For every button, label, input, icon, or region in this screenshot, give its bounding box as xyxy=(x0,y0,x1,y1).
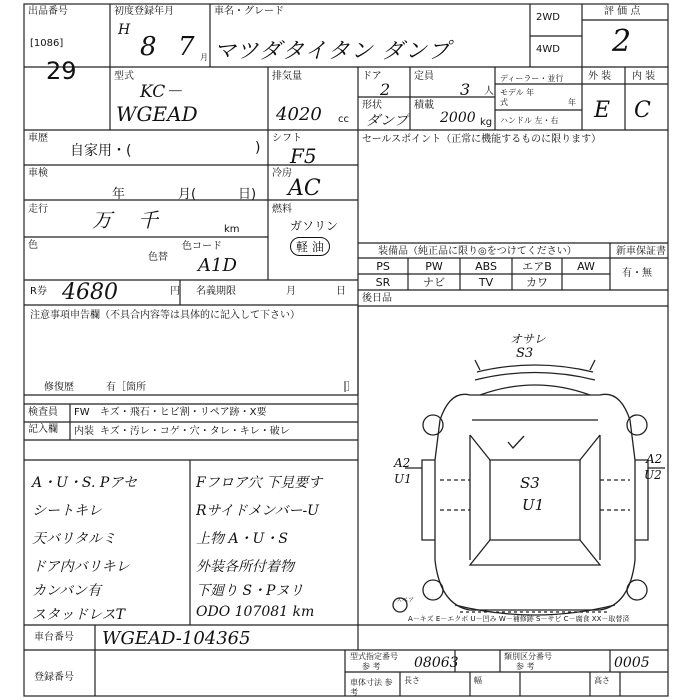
note-left: ドア内バリキレ xyxy=(32,559,130,575)
insp-month: 月( xyxy=(178,187,197,202)
mileage-man: 万 xyxy=(92,208,112,232)
class-no-label: 類別区分番号 xyxy=(504,652,552,661)
load-label: 積載 xyxy=(414,100,434,111)
note-left: A・U・S. Pアセ xyxy=(32,475,138,491)
drive-2wd: 2WD xyxy=(536,12,560,23)
ext-label: 外 装 xyxy=(588,71,612,82)
first-reg-label: 初度登録年月 xyxy=(114,6,174,17)
month-suffix: 月 xyxy=(200,53,208,62)
reg-month: 7 xyxy=(178,32,195,62)
handle-label: ハンドル 左・右 xyxy=(500,116,559,125)
spare-label: スペア xyxy=(396,597,415,604)
disp-value: 4020 xyxy=(276,104,322,125)
diagram-center-u: U1 xyxy=(522,496,545,514)
diagram-right-u: U2 xyxy=(644,468,662,482)
rear-seat: 後日品 xyxy=(362,293,392,304)
equip-item: ABS xyxy=(475,260,497,273)
note-right: 上物 A・U・S xyxy=(196,531,288,547)
ext-value: E xyxy=(594,98,611,123)
fw-label: FW xyxy=(74,407,90,418)
disp-unit: cc xyxy=(338,114,349,125)
mileage-unit: km xyxy=(224,224,240,235)
model-year-label: モデル 年式 xyxy=(500,88,535,107)
insp-year: 年 xyxy=(112,187,126,202)
note-right: Rサイドメンバー-U xyxy=(196,503,319,519)
int-value: C xyxy=(634,98,651,123)
era: H xyxy=(118,22,131,38)
note-left: スタッドレスT xyxy=(32,607,125,623)
name-label: 車名・グレード xyxy=(214,6,284,17)
door-value: 2 xyxy=(380,80,391,99)
note-right: Fフロア穴 下見要す xyxy=(196,475,323,491)
cap-label: 定員 xyxy=(414,71,434,82)
recycle-value: 4680 xyxy=(62,280,118,305)
car-name: マツダタイタン ダンプ xyxy=(214,39,451,64)
reg-exp-label: 名義期限 xyxy=(196,286,236,297)
sales-title: セールスポイント（正常に機能するものに限ります） xyxy=(362,134,602,145)
color-code-label: 色コード xyxy=(182,241,222,252)
history-close: ) xyxy=(255,140,261,156)
history-label: 車歴 xyxy=(28,133,48,144)
note-right: 下廻り S・Pヌリ xyxy=(196,583,304,599)
diagram-left-u: U1 xyxy=(394,472,412,486)
fuel-label: 燃料 xyxy=(272,204,292,215)
mileage-label: 走行 xyxy=(28,204,48,215)
drive-4wd: 4WD xyxy=(536,44,560,55)
equip-title: 装備品（純正品に限り◎をつけてください） xyxy=(378,246,577,257)
equip-item: ナビ xyxy=(423,276,445,289)
class-no-sub: 参 考 xyxy=(516,662,535,671)
grade-label: 評 価 点 xyxy=(604,6,641,17)
shape-label: 形状 xyxy=(362,100,382,111)
fw-items: キズ・飛石・ヒビ割・リペア跡・X要 xyxy=(100,407,267,418)
fuel-gas: ガソリン xyxy=(290,219,339,233)
diagram-right-a: A2 xyxy=(646,452,663,466)
reg-exp-day: 日 xyxy=(336,286,346,297)
reg-year: 8 xyxy=(140,32,157,62)
cap-unit: 人 xyxy=(484,86,494,97)
shift-label: シフト xyxy=(272,133,302,144)
load-unit: kg xyxy=(480,117,493,128)
recycle-label: R券 xyxy=(30,286,47,297)
dealer-label: ディーラー・並行 xyxy=(500,74,564,83)
model-code: WGEAD xyxy=(116,102,198,126)
color-label: 色 xyxy=(28,240,38,251)
note-left: カンバン有 xyxy=(32,583,102,599)
mileage-sen: 千 xyxy=(138,208,158,232)
grade-value: 2 xyxy=(612,24,632,59)
equip-item: エアB xyxy=(522,260,552,273)
inspector-label-1: 検査員 xyxy=(28,407,58,418)
equip-item: SR xyxy=(375,276,391,289)
diagram-top-code: S3 xyxy=(516,346,534,361)
shape-value: ダンプ xyxy=(366,113,409,129)
history-value: 自家用・( xyxy=(70,143,132,159)
equip-item: カワ xyxy=(526,276,548,289)
paint-label: 色替 xyxy=(148,252,168,263)
diagram-top-note: オサレ xyxy=(510,332,546,346)
diagram-left-a: A2 xyxy=(394,456,411,470)
note-right: 外装各所付着物 xyxy=(196,559,294,575)
model-label: 型式 xyxy=(114,71,134,82)
ac-label: 冷房 xyxy=(272,168,292,179)
lot-number: 29 xyxy=(46,57,77,85)
repair-label: 修復歴 xyxy=(44,382,74,393)
fuel-diesel: 軽 油 xyxy=(290,237,330,256)
caution-label: 注意事項申告欄（不具合内容等は具体的に記入して下さい） xyxy=(30,310,300,321)
disp-label: 排気量 xyxy=(272,71,302,82)
size-width: 幅 xyxy=(474,676,482,685)
type-no-label: 型式指定番号 xyxy=(350,652,398,661)
int-items: キズ・汚レ・コゲ・穴・タレ・キレ・破レ xyxy=(100,426,290,437)
size-height: 高さ xyxy=(594,676,610,685)
door-label: ドア xyxy=(362,71,382,82)
note-right: ODO 107081 km xyxy=(196,604,315,620)
type-no-value: 08063 xyxy=(414,655,459,671)
int-inspect-label: 内装 xyxy=(74,426,94,437)
repair-value: 有［箇所 xyxy=(106,382,146,393)
plate-label: 登録番号 xyxy=(34,672,74,683)
equip-item: PS xyxy=(376,260,390,273)
color-code: A1D xyxy=(198,255,237,276)
lot-label: 出品番号 xyxy=(28,6,68,17)
inspection-label: 車検 xyxy=(28,168,48,179)
load-value: 2000 xyxy=(440,110,476,126)
diagram-center-s: S3 xyxy=(520,474,540,492)
ac-value: AC xyxy=(288,176,321,201)
class-no-value: 0005 xyxy=(614,655,650,671)
diagram-legend: A－キズ E－エクボ U－凹み W－補修跡 S－サビ C－腐食 XX－取替済 xyxy=(408,615,630,623)
type-no-sub: 参 考 xyxy=(362,662,381,671)
size-length: 長さ xyxy=(404,676,420,685)
reg-exp-month: 月 xyxy=(286,286,296,297)
note-left: 天バリタルミ xyxy=(32,531,116,547)
chassis-label: 車台番号 xyxy=(34,632,74,643)
size-label: 車体寸法 参 考 xyxy=(350,678,393,697)
chassis-value: WGEAD-104365 xyxy=(102,628,251,649)
inspector-label-2: 記入欄 xyxy=(28,424,58,435)
cap-value: 3 xyxy=(460,80,471,99)
note-left: シートキレ xyxy=(32,503,102,519)
warranty-value: 有・無 xyxy=(622,268,652,279)
shift-value: F5 xyxy=(290,144,317,168)
recycle-unit: 円 xyxy=(170,286,180,297)
warranty-title: 新車保証書 xyxy=(616,246,666,257)
int-label: 内 装 xyxy=(632,71,656,82)
equip-item: PW xyxy=(425,260,443,273)
equip-item: TV xyxy=(478,276,494,289)
model-prefix: KC－ xyxy=(140,82,183,102)
year-suffix: 年 xyxy=(568,98,576,107)
lot-code: [1086] xyxy=(30,38,64,49)
repair-close: ］ xyxy=(346,382,356,393)
equip-item: AW xyxy=(577,260,595,273)
insp-day: 日) xyxy=(238,187,257,202)
